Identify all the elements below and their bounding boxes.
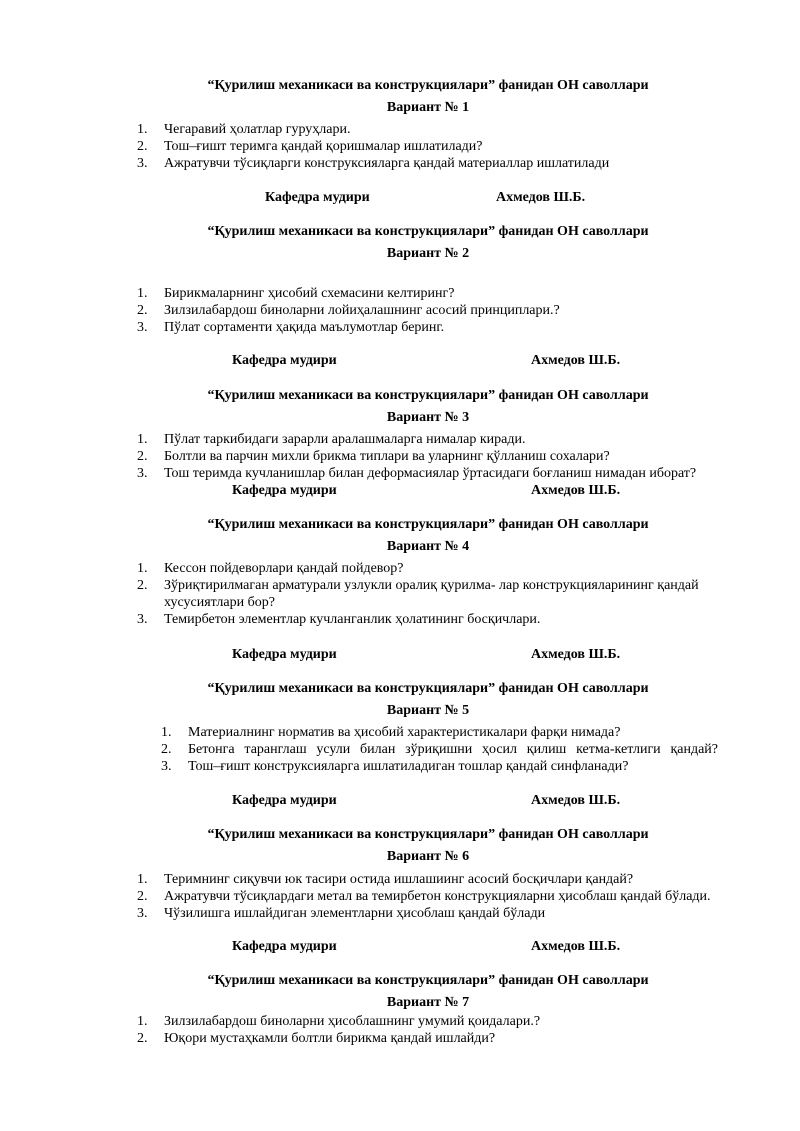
question-text: Материалнинг норматив ва ҳисобий характеристикалари фарқи нимада? (188, 725, 621, 740)
department-head-label: Кафедра мудири (232, 939, 337, 954)
question-number: 2. (137, 303, 148, 318)
question-list (137, 560, 737, 628)
question-item (137, 319, 737, 336)
variant-title: “Қурилиш механикаси ва конструкциялари” фанидан ОН саволлари (207, 78, 649, 93)
department-head-label: Кафедра мудири (232, 353, 337, 368)
question-list (137, 431, 757, 482)
question-text: Зилзилабардош биноларни лойиҳалашнинг асосий принциплари.? (164, 303, 560, 318)
question-number: 2. (161, 742, 172, 757)
question-text: Бетонга таранглаш усули билан зўриқишни ҳосил қилиш кетма-кетлиги қандай? (188, 742, 718, 757)
question-item (137, 448, 757, 465)
question-item (137, 560, 737, 577)
variant-number: Вариант № 6 (386, 849, 470, 864)
question-text: Теримнинг сиқувчи юк тасири остида ишлашиинг асосий босқичлари қандай? (164, 872, 634, 887)
question-number: 1. (137, 122, 148, 137)
department-head-label: Кафедра мудири (265, 190, 370, 205)
question-item (137, 431, 757, 448)
question-text: Юқори мустаҳкамли болтли бирикма қандай ишлайди? (164, 1031, 496, 1046)
question-item (137, 1030, 737, 1047)
variant-title: “Қурилиш механикаси ва конструкциялари” фанидан ОН саволлари (207, 517, 649, 532)
question-text: Пўлат таркибидаги зарарли аралашмаларга нималар киради. (164, 432, 526, 447)
question-number: 1. (137, 432, 148, 447)
question-item (137, 285, 737, 302)
question-list (137, 871, 767, 922)
question-item (137, 121, 737, 138)
question-number: 3. (137, 320, 148, 335)
department-head-name: Ахмедов Ш.Б. (531, 647, 621, 662)
question-number: 2. (137, 889, 148, 904)
department-head-name: Ахмедов Ш.Б. (531, 793, 621, 808)
question-text: Тош–ғишт конструксияларга ишлатиладиган тошлар қандай синфланади? (188, 759, 629, 774)
variant-title: “Қурилиш механикаси ва конструкциялари” фанидан ОН саволлари (207, 681, 649, 696)
department-head-name: Ахмедов Ш.Б. (496, 190, 586, 205)
variant-title: “Қурилиш механикаси ва конструкциялари” фанидан ОН саволлари (207, 388, 649, 403)
question-number: 1. (137, 1014, 148, 1029)
question-text: Чўзилишга ишлайдиган элементларни ҳисоблаш қандай бўлади (164, 906, 546, 921)
question-item (137, 302, 737, 319)
department-head-label: Кафедра мудири (232, 793, 337, 808)
question-text: Чегаравий ҳолатлар гуруҳлари. (164, 122, 351, 137)
question-item (161, 758, 718, 775)
question-item (137, 871, 767, 888)
question-item (137, 611, 737, 628)
question-number: 2. (137, 1031, 148, 1046)
question-number: 3. (137, 612, 148, 627)
variant-title: “Қурилиш механикаси ва конструкциялари” фанидан ОН саволлари (207, 973, 649, 988)
question-item (137, 577, 737, 611)
question-number: 3. (137, 466, 148, 481)
question-text: Кессон пойдеворлари қандай пойдевор? (164, 561, 404, 576)
question-text: Зилзилабардош биноларни ҳисоблашнинг умумий қоидалари.? (164, 1014, 541, 1029)
variant-number: Вариант № 2 (386, 246, 470, 261)
department-head-label: Кафедра мудири (232, 647, 337, 662)
question-text: Зўриқтирилмаган арматурали узлукли оралиқ қурилма- лар конструкцияларининг қандай хусусиятлари бор? (164, 578, 699, 610)
question-number: 1. (161, 725, 172, 740)
variant-number: Вариант № 4 (386, 539, 470, 554)
question-list (137, 1013, 737, 1047)
question-number: 2. (137, 449, 148, 464)
variant-title: “Қурилиш механикаси ва конструкциялари” фанидан ОН саволлари (207, 827, 649, 842)
question-item (137, 888, 767, 905)
question-text: Тош–ғишт теримга қандай қоришмалар ишлатилади? (164, 139, 483, 154)
department-head-name: Ахмедов Ш.Б. (531, 939, 621, 954)
question-text: Темирбетон элементлар кучланганлик ҳолатининг босқичлари. (164, 612, 541, 627)
question-number: 1. (137, 872, 148, 887)
question-list (137, 121, 737, 172)
question-list (161, 724, 718, 775)
question-text: Тош теримда кучланишлар билан деформасиялар ўртасидаги боғланиш нимадан иборат? (164, 466, 697, 481)
question-text: Пўлат сортаменти ҳақида маълумотлар беринг. (164, 320, 445, 335)
question-text: Бирикмаларнинг ҳисобий схемасини келтиринг? (164, 286, 455, 301)
question-item (137, 138, 737, 155)
department-head-label: Кафедра мудири (232, 483, 337, 498)
question-text: Ажратувчи тўсиқлардаги метал ва темирбетон конструкцияларни ҳисоблаш қандай бўлади. (164, 889, 711, 904)
department-head-name: Ахмедов Ш.Б. (531, 483, 621, 498)
question-item (137, 905, 767, 922)
question-item (137, 465, 757, 482)
question-text: Болтли ва парчин михли брикма типлари ва уларнинг қўлланиш сохалари? (164, 449, 610, 464)
question-list (137, 285, 737, 336)
question-number: 3. (161, 759, 172, 774)
question-item (161, 724, 718, 741)
question-number: 3. (137, 906, 148, 921)
question-text: Ажратувчи тўсиқларги конструксияларга қандай материаллар ишлатилади (164, 156, 610, 171)
variant-number: Вариант № 3 (386, 410, 470, 425)
question-number: 1. (137, 561, 148, 576)
department-head-name: Ахмедов Ш.Б. (531, 353, 621, 368)
question-item (137, 155, 737, 172)
question-number: 2. (137, 578, 148, 593)
question-item (161, 741, 718, 758)
variant-number: Вариант № 7 (386, 995, 470, 1010)
variant-title: “Қурилиш механикаси ва конструкциялари” фанидан ОН саволлари (207, 224, 649, 239)
question-item (137, 1013, 737, 1030)
variant-number: Вариант № 1 (386, 100, 470, 115)
variant-number: Вариант № 5 (386, 703, 470, 718)
question-number: 2. (137, 139, 148, 154)
question-number: 3. (137, 156, 148, 171)
question-number: 1. (137, 286, 148, 301)
